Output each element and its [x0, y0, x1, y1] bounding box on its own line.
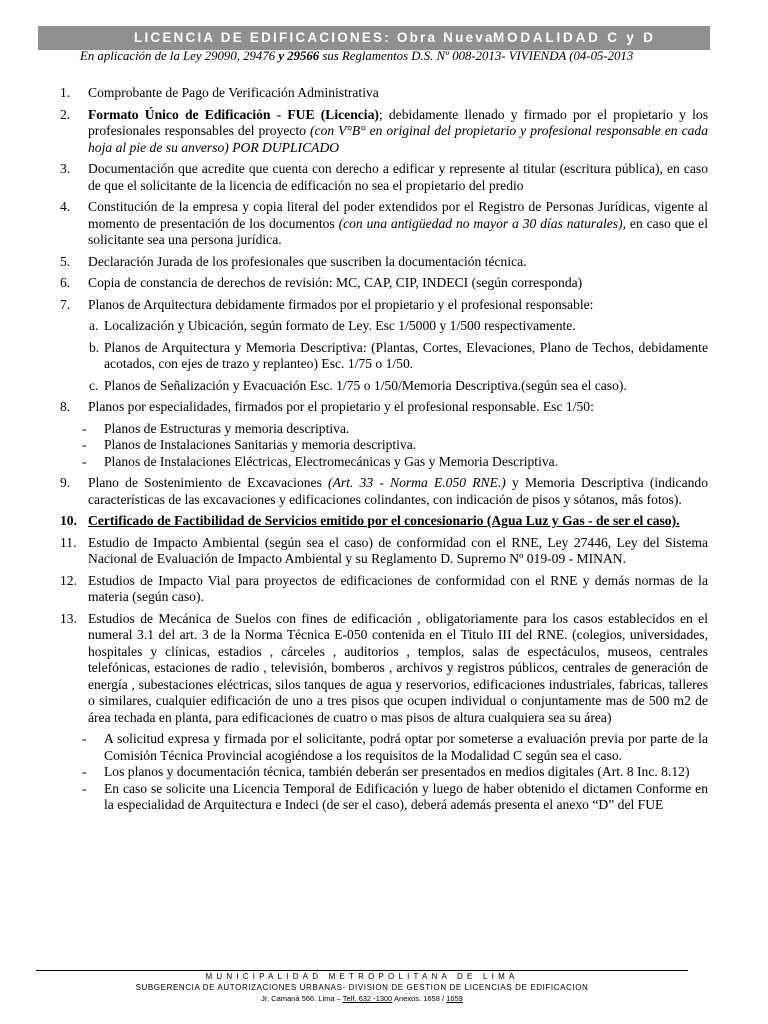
dash-item: - Los planos y documentación técnica, también deberán ser presentados en medios digitales (Art. 8 Inc. 8.12)	[82, 764, 690, 779]
dash-item: - Planos de Instalaciones Eléctricas, Electromecánicas y Gas y Memoria Descriptiva.	[82, 453, 559, 469]
footer-extension-number: 1659	[446, 994, 463, 1003]
footer-municipality: MUNICIPALIDAD METROPOLITANA DE LIMA	[205, 972, 519, 981]
requirement-item	[60, 513, 708, 530]
sub-item-letter: b.	[89, 339, 100, 355]
item-text: en caso que el solicitante sea una persona jurídica.	[88, 215, 708, 247]
item-italic-text: (con una antigüedad no mayor a 30 días naturales),	[338, 215, 627, 231]
item-number: 9.	[60, 475, 71, 490]
dash-item-text: Planos de Instalaciones Eléctricas, Electromecánicas y Gas y Memoria Descriptiva.	[104, 453, 559, 469]
item-text: Constitución de la empresa y copia literal del poder extendidos por el Registro de Personas Jurídicas, vigente al momento de presentación de los documentos	[88, 199, 708, 231]
item-number: 7.	[60, 296, 71, 312]
dash-item: - Planos de Estructuras y memoria descriptiva.	[82, 420, 350, 436]
item-text: Estudio de Impacto Ambiental (según sea el caso) de conformidad con el RNE, Ley 27446, Ley del Sistema Nacional de Evaluación de Impacto Ambiental y su Reglamento D. Supremo Nº 019-09 - MINAN.	[88, 534, 708, 566]
sub-item	[60, 378, 708, 395]
item-text: y Memoria Descriptiva (indicando características de las excavaciones y edificaciones colindantes, con indicación de pisos y sótanos, más fotos).	[88, 475, 708, 507]
sub-item-letter: c.	[89, 377, 99, 393]
requirements-list	[60, 85, 708, 814]
item-number: 6.	[60, 275, 71, 290]
header-bar	[38, 26, 710, 50]
requirement-item	[60, 254, 708, 271]
item-text: Plano de Sostenimiento de Excavaciones	[88, 475, 329, 490]
item-text: Copia de constancia de derechos de revisión: MC, CAP, CIP, INDECI (según corresponda)	[88, 275, 583, 290]
subtitle-part: En aplicación de la Ley 29090, 29476	[80, 49, 279, 63]
dash-item-text: Los planos y documentación técnica, también deberán ser presentados en medios digitales (Art. 8 Inc. 8.12)	[104, 764, 690, 779]
item-text: Planos por especialidades, firmados por el propietario y el profesional responsable. Esc 1/50:	[88, 399, 594, 414]
item-text: Comprobante de Pago de Verificación Administrativa	[88, 85, 379, 100]
header-modality: MODALIDAD C y D	[493, 30, 656, 45]
item-number: 5.	[60, 253, 71, 269]
item-text: Declaración Jurada de los profesionales que suscriben la documentación técnica.	[88, 253, 527, 269]
requirement-item	[60, 85, 708, 102]
requirement-item	[60, 399, 708, 416]
footer-address	[36, 994, 688, 1003]
requirement-item	[60, 107, 708, 157]
item-number: 13.	[60, 610, 77, 626]
item-number: 10.	[60, 513, 77, 528]
requirement-item	[60, 297, 708, 314]
footer-phone: Telf. 632 -1300	[342, 994, 393, 1003]
item-number: 11.	[60, 534, 77, 550]
item-number: 4.	[60, 199, 71, 214]
item-number: 8.	[60, 399, 71, 414]
item-text: ; debidamente llenado y firmado por el propietario y los profesionales responsables del proyecto	[88, 106, 708, 138]
footer-address-text: Jr. Camaná 566. Lima –	[261, 994, 343, 1003]
subtitle-part: sus Reglamentos D.S. Nº 008-2013- VIVIENDA (04-05-2013	[319, 49, 634, 63]
footer-department: SUBGERENCIA DE AUTORIZACIONES URBANAS- DIVISION DE GESTION DE LICENCIAS DE EDIFICACION	[135, 983, 589, 992]
dash-item-text: En caso se solicite una Licencia Temporal de Edificación y luego de haber obtenido el dictamen Conforme en la especialidad de Arquitectura e Indeci (de ser el caso), deberá además presenta el anexo “D” del FUE	[104, 780, 708, 812]
item-number: 1.	[60, 85, 71, 100]
dash-item-text: Planos de Instalaciones Sanitarias y memoria descriptiva.	[104, 437, 417, 452]
item-text: Planos de Arquitectura debidamente firmados por el propietario y el profesional responsable:	[88, 296, 594, 312]
item-text: Estudios de Mecánica de Suelos con fines de edificación , obligatoriamente para los casos establecidos en el numeral 3.1 del art. 3 de la Norma Técnica E-050 contenida en el Titulo III del RNE. (colegios, universidades, hospitales y clínicas, estadios , cárceles , auditorios , templos, salas de espectáculos, museos, centrales telefónicas, estaciones de radio , televisión, bomberos , archivos y registros públicos, centrales de generación de energía , subestaciones eléctricas, silos tanques de agua y reservorios, edificaciones industriales, fabricas, talleres o similares, cualquier edificación de uno a tres pisos que ocupen individual o conjuntamente mas de 500 m2 de área techada en planta, para edificaciones de cuatro o mas pisos de altura cualquiera sea su área)	[88, 610, 708, 725]
item-bold-underlined-text: Certificado de Factibilidad de Servicios emitido por el concesionario (Agua Luz y Gas - de ser el caso).	[88, 513, 680, 528]
item-bold-text: Formato Único de Edificación - FUE (Licencia)	[88, 106, 379, 122]
item-number: 3.	[60, 161, 71, 176]
dash-item-text: A solicitud expresa y firmada por el solicitante, podrá optar por someterse a evaluación previa por parte de la Comisión Técnica Provincial acogiéndose a los requisitos de la Modalidad C según sea el caso.	[104, 731, 708, 763]
requirement-item	[60, 573, 708, 606]
dash-item: - Planos de Instalaciones Sanitarias y memoria descriptiva.	[82, 437, 417, 452]
sub-item-letter: a.	[89, 318, 99, 333]
header-title: LICENCIA DE EDIFICACIONES: Obra Nueva	[134, 30, 495, 45]
legal-basis-subtitle	[80, 49, 633, 64]
requirement-item	[60, 161, 708, 194]
item-text: Estudios de Impacto Vial para proyectos de edificaciones de conformidad con el RNE y demás normas de la materia (según caso).	[88, 572, 708, 604]
requirement-item	[60, 611, 708, 727]
sub-item-text: Planos de Señalización y Evacuación Esc. 1/75 o 1/50/Memoria Descriptiva.(según sea el caso).	[104, 377, 627, 393]
item-text: Documentación que acredite que cuenta con derecho a edificar y represente al titular (escritura pública), en caso de que el solicitante de la licencia de edificación no sea el propietario del predio	[88, 161, 708, 193]
item-number: 2.	[60, 106, 71, 122]
footer-divider	[36, 970, 688, 971]
item-italic-text: (con V°B° en original del propietario y profesional responsable en cada hoja al pie de su anverso) POR DUPLICADO	[88, 123, 708, 155]
dash-item: - A solicitud expresa y firmada por el solicitante, podrá optar por someterse a evaluación previa por parte de la Comisión Técnica Provincial acogiéndose a los requisitos de la Modalidad C según sea el caso.	[82, 731, 708, 763]
item-italic-text: (Art. 33 - Norma E.050 RNE.)	[328, 475, 506, 490]
sub-item-text: Localización y Ubicación, según formato de Ley. Esc 1/5000 y 1/500 respectivamente.	[104, 318, 576, 333]
item-number: 12.	[60, 572, 77, 588]
footer-extensions: Anexos. 1658 /	[392, 994, 447, 1003]
requirement-item	[60, 475, 708, 508]
dash-item-text: Planos de Estructuras y memoria descriptiva.	[104, 420, 350, 436]
subtitle-law-bold: y 29566	[278, 49, 320, 63]
sub-item	[60, 340, 708, 373]
requirement-item	[60, 535, 708, 568]
sub-item-text: Planos de Arquitectura y Memoria Descriptiva: (Plantas, Cortes, Elevaciones, Plano de Techos, debidamente acotados, con ejes de trazo y replanteo) Esc. 1/75 o 1/50.	[104, 339, 708, 371]
requirement-item	[60, 199, 708, 249]
dash-item: - En caso se solicite una Licencia Temporal de Edificación y luego de haber obtenido el dictamen Conforme en la especialidad de Arquitectura e Indeci (de ser el caso), deberá además presenta el anexo “D” del FUE	[82, 780, 708, 812]
sub-item	[60, 318, 708, 335]
requirement-item	[60, 275, 708, 292]
